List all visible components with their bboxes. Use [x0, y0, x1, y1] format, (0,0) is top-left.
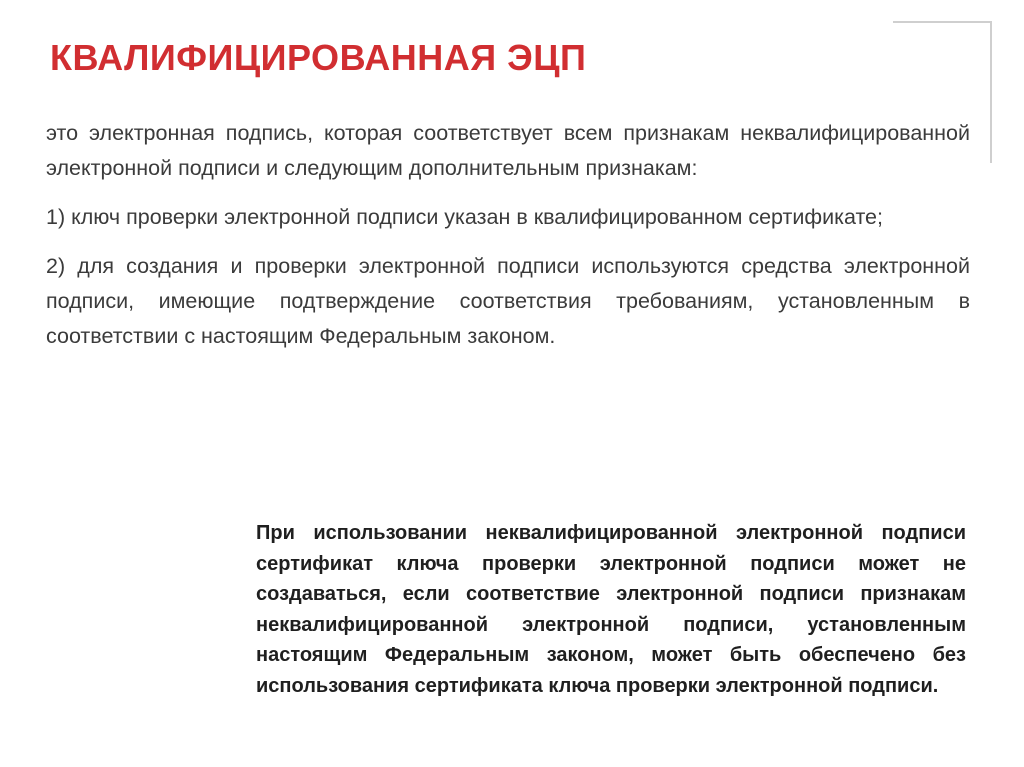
slide-title: КВАЛИФИЦИРОВАННАЯ ЭЦП [50, 37, 587, 78]
corner-frame-right [990, 21, 992, 163]
definition-paragraph: это электронная подпись, которая соответствует всем признакам неквалифицированной электронной подписи и следующим дополнительным признакам: [46, 121, 970, 180]
corner-frame-top [893, 21, 992, 23]
criterion-1-paragraph: 1) ключ проверки электронной подписи указан в квалифицированном сертификате; [46, 205, 883, 229]
note-paragraph: При использовании неквалифицированной электронной подписи сертификат ключа проверки электронной подписи может не создаваться, если соответствие электронной подписи признакам неквалифицированной электронной подписи, установленным настоящим Федеральным законом, может быть обеспечено без использования сертификата ключа проверки электронной подписи. [256, 522, 966, 697]
definition-block [46, 116, 970, 368]
criterion-2-paragraph: 2) для создания и проверки электронной подписи используются средства электронной подписи, имеющие подтверждение соответствия требованиям, установленным в соответствии с настоящим Федеральным законом. [46, 254, 970, 348]
